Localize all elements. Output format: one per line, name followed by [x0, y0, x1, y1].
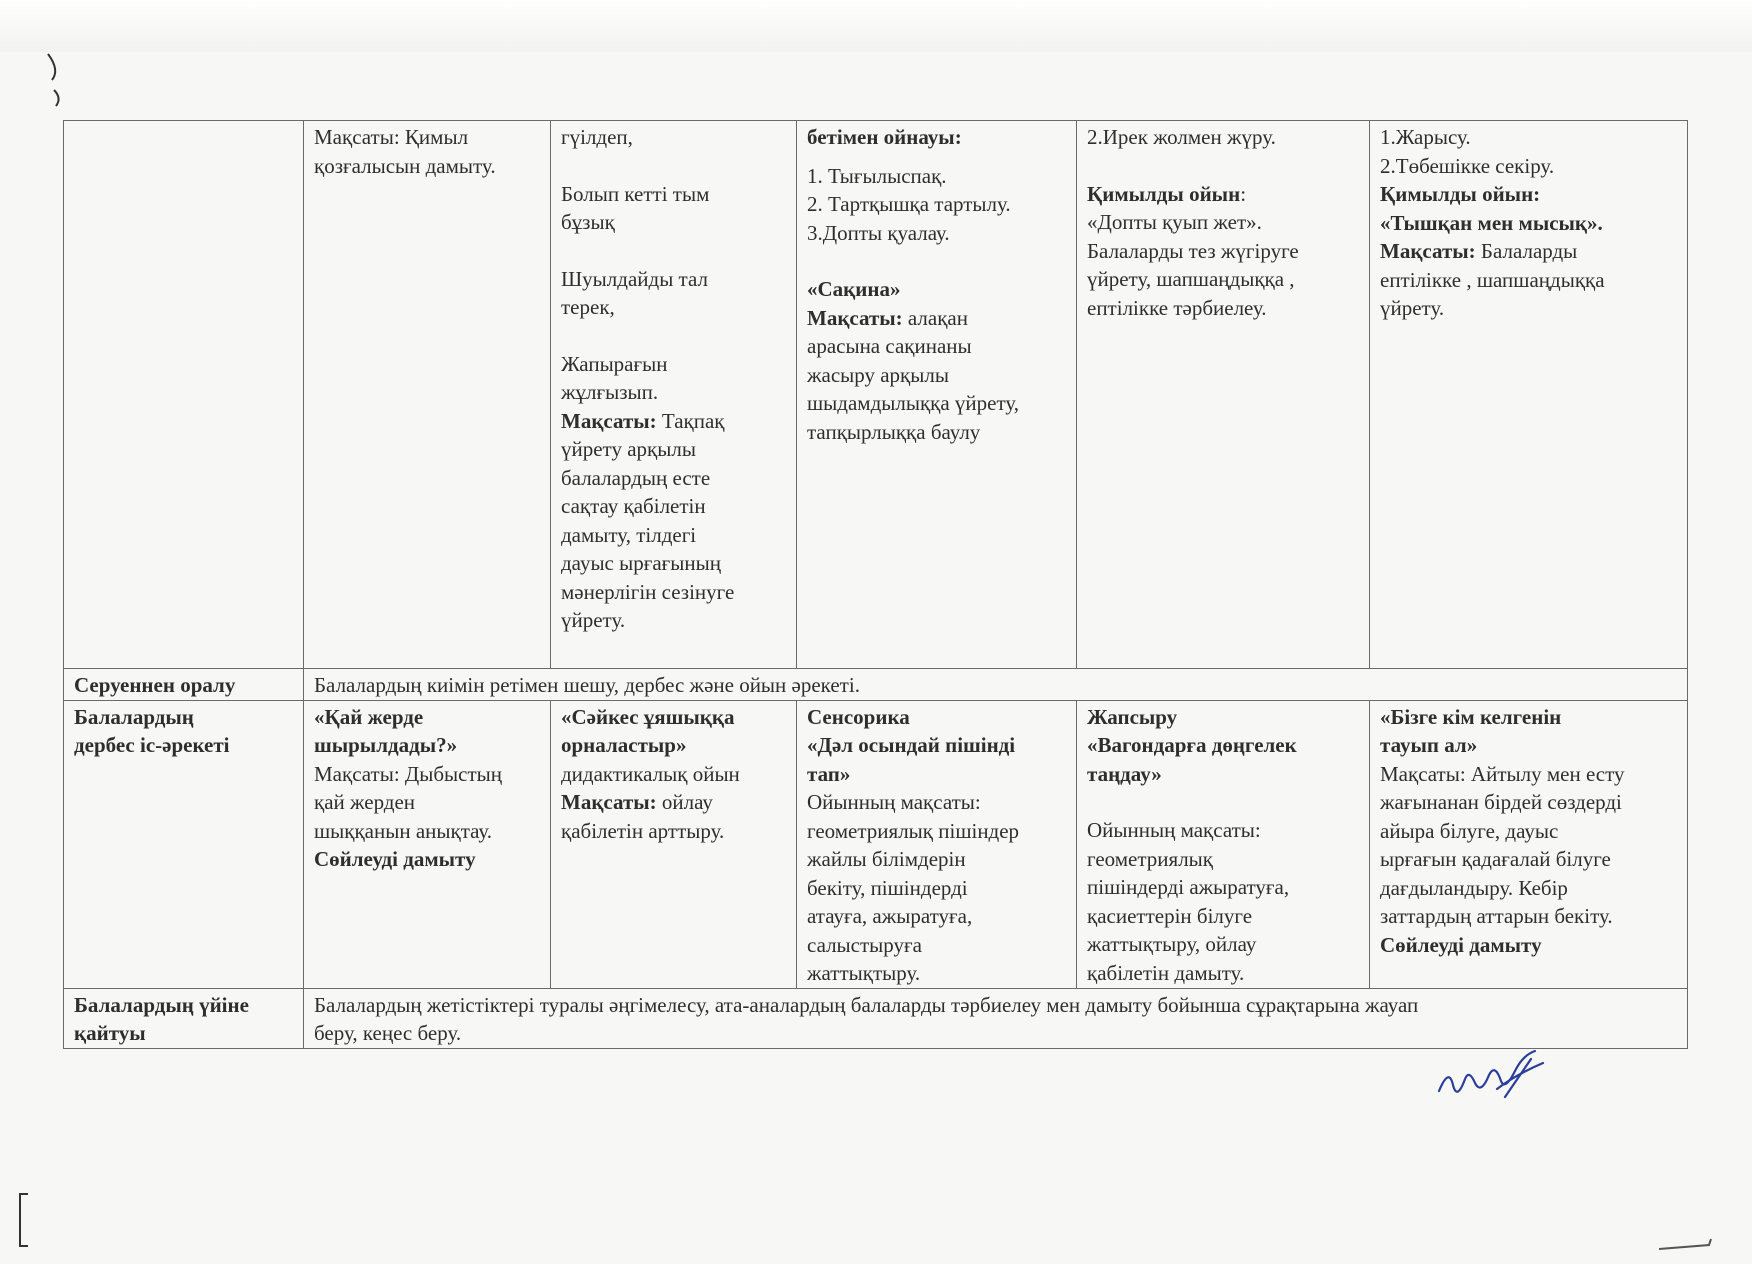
goal-line: Мақсаты: Дыбыстың: [314, 761, 502, 786]
game-title: орналастыр»: [561, 733, 687, 757]
walk-cell-2: [551, 121, 797, 669]
game-title: «Сәйкес ұяшыққа: [561, 704, 735, 729]
goal-line: шыдамдылыққа үйрету,: [807, 391, 1020, 415]
walk-cell-3: [797, 121, 1077, 669]
game-label: Қимылды ойын:: [1380, 182, 1541, 206]
game-title: «Қай жерде: [314, 704, 424, 729]
home-label: [64, 988, 304, 1048]
walk-cell-4: [1077, 121, 1370, 669]
goal-line: ептілікке тәрбиелеу.: [1087, 295, 1267, 320]
independent-label: [64, 700, 304, 988]
goal-line: қабілетін арттыру.: [561, 818, 725, 843]
goal-line: сақтау қабілетін: [561, 494, 706, 518]
goal-line: жаттықтыру.: [807, 961, 921, 985]
poem-line: Шуылдайды тал: [561, 266, 708, 291]
corner-mark-icon: [1655, 1235, 1715, 1255]
game-list-item: 1. Тығылыспақ.: [807, 163, 947, 188]
game-colon: :: [1240, 181, 1247, 206]
game-title: таңдау»: [1087, 761, 1162, 786]
goal-line: атауға, ажыратуға,: [807, 904, 973, 928]
goal-label: Мақсаты:: [561, 408, 657, 433]
goal-text: алақан: [902, 305, 968, 330]
goal-line: айыра білуге, дауыс: [1380, 818, 1559, 843]
goal-label: Мақсаты:: [1380, 239, 1476, 263]
goal-line: геометриялық пішіндер: [807, 818, 1020, 843]
goal-line: арасына сақинаны: [807, 334, 972, 358]
home-row: [64, 988, 1688, 1048]
poem-line: бұзық: [561, 210, 615, 234]
poem-line: гүілдеп,: [561, 125, 633, 149]
independent-row: [64, 700, 1688, 988]
label-line: қайтуы: [74, 1021, 146, 1045]
return-text: Балалардың киімін ретімен шешу, дербес және ойын әрекеті.: [304, 669, 1688, 701]
activity-line: 2.Ирек жолмен жүру.: [1087, 125, 1276, 149]
free-play-heading: бетімен ойнауы:: [807, 125, 962, 149]
game-title: шырылдады?»: [314, 733, 458, 757]
goal-text: Тақпақ: [656, 408, 725, 433]
game-list-item: 3.Допты қуалау.: [807, 220, 950, 245]
goal-line: үйрету арқылы: [561, 437, 696, 461]
goal-line: [807, 304, 1068, 333]
game-label-line: [1087, 180, 1361, 209]
game-title: тауып ал»: [1380, 733, 1478, 757]
goal-line: тапқырлыққа баулу: [807, 419, 981, 444]
goal-line: пішіндерді ажыратуға,: [1087, 875, 1290, 899]
game-label: Қимылды ойын: [1087, 181, 1241, 206]
goal-line: балалардың есте: [561, 465, 711, 490]
game-title: Сенсорика: [807, 704, 910, 729]
goal-line: [1380, 237, 1679, 266]
return-row: [64, 669, 1688, 701]
label-line: дербес іс-әрекеті: [74, 733, 230, 757]
game-title: «Допты қуып жет».: [1087, 210, 1262, 234]
game-list-item: 2. Тартқышқа тартылу.: [807, 192, 1011, 216]
signature-icon: [1435, 1045, 1555, 1105]
home-text: [304, 988, 1688, 1048]
game-title: тап»: [807, 761, 851, 786]
goal-line: ырғағын қадағалай білуге: [1380, 847, 1611, 871]
goal-line: Мақсаты: Айтылу мен есту: [1380, 761, 1625, 786]
poem-line: терек,: [561, 295, 615, 319]
punch-mark-icon: [40, 50, 70, 110]
walk-cell-1: [304, 121, 551, 669]
goal-line: дауыс ырғағының: [561, 551, 721, 575]
goal-line: заттардың аттарын бекіту.: [1380, 904, 1613, 928]
goal-line: жағынанан бірдей сөздерді: [1380, 790, 1622, 814]
activity-line: 1.Жарысу.: [1380, 125, 1471, 149]
walk-label-cell: [64, 121, 304, 669]
goal-line: Ойынның мақсаты:: [1087, 818, 1261, 842]
game-title: «Вагондарға дөңгелек: [1087, 733, 1297, 757]
poem-line: Жапырағын: [561, 351, 668, 376]
independent-cell-5: [1370, 700, 1688, 988]
home-line: беру, кеңес беру.: [314, 1021, 462, 1045]
goal-line: қай жерден: [314, 790, 416, 814]
game-title: «Бізге кім келгенін: [1380, 704, 1562, 729]
goal-line: қасиеттерін білуге: [1087, 903, 1253, 928]
goal-line: шыққанын анықтау.: [314, 818, 493, 843]
label-line: Балалардың: [74, 704, 194, 729]
activity-line: 2.Төбешікке секіру.: [1380, 153, 1555, 178]
goal-text: ойлау: [656, 790, 713, 814]
walk-c1-line: Мақсаты: Қимыл: [314, 125, 469, 149]
game-title: «Тышқан мен мысық».: [1380, 210, 1603, 235]
home-line: Балалардың жетістіктері туралы әңгімелесу, ата-аналардың балаларды тәрбиелеу мен дамыту бойынша сұрақтарына жауап: [314, 992, 1419, 1017]
goal-line: жайлы білімдерін: [807, 847, 966, 871]
goal-line: мәнерлігін сезінуге: [561, 579, 735, 604]
area-label: Сөйлеуді дамыту: [1380, 932, 1542, 957]
goal-line: бекіту, пішіндерді: [807, 875, 968, 900]
game-title: «Дәл осындай пішінді: [807, 733, 1016, 757]
goal-text: Балаларды: [1475, 239, 1578, 263]
game-title: «Сақина»: [807, 277, 901, 301]
game-type: дидактикалық ойын: [561, 761, 740, 786]
walk-c1-line: қозғалысын дамыту.: [314, 153, 496, 178]
independent-cell-3: [797, 700, 1077, 988]
goal-label: Мақсаты:: [561, 790, 657, 814]
goal-line: үйрету.: [561, 608, 626, 632]
label-line: Балалардың үйіне: [74, 992, 249, 1017]
game-title: Жапсыру: [1087, 704, 1178, 729]
walk-cell-5: [1370, 121, 1688, 669]
goal-label: Мақсаты:: [807, 305, 903, 330]
goal-line: дамыту, тілдегі: [561, 522, 697, 547]
scan-top-edge: [0, 0, 1752, 52]
walk-games-row: [64, 121, 1688, 669]
area-label: Сөйлеуді дамыту: [314, 847, 476, 871]
goal-line: қабілетін дамыту.: [1087, 960, 1245, 985]
independent-cell-2: [551, 700, 797, 988]
goal-line: жаттықтыру, ойлау: [1087, 932, 1257, 956]
bracket-mark-icon: [14, 1190, 34, 1250]
daily-plan-table: [63, 120, 1688, 1049]
poem-line: жұлғызып.: [561, 380, 659, 404]
return-label: Серуеннен оралу: [64, 669, 304, 701]
goal-line: үйрету.: [1380, 296, 1445, 320]
goal-line: ептілікке , шапшаңдыққа: [1380, 267, 1605, 292]
goal-line: дағдыландыру. Кебір: [1380, 875, 1568, 900]
goal-line: [561, 788, 788, 817]
goal-line: Ойынның мақсаты:: [807, 790, 981, 814]
goal-line: Балаларды тез жүгіруге: [1087, 238, 1299, 263]
independent-cell-4: [1077, 700, 1370, 988]
goal-line: жасыру арқылы: [807, 362, 949, 387]
goal-line: геометриялық: [1087, 846, 1213, 871]
poem-line: Болып кетті тым: [561, 181, 710, 206]
goal-line: салыстыруға: [807, 932, 922, 957]
goal-line: үйрету, шапшаңдыққа ,: [1087, 267, 1295, 291]
goal-line: [561, 407, 788, 436]
independent-cell-1: [304, 700, 551, 988]
